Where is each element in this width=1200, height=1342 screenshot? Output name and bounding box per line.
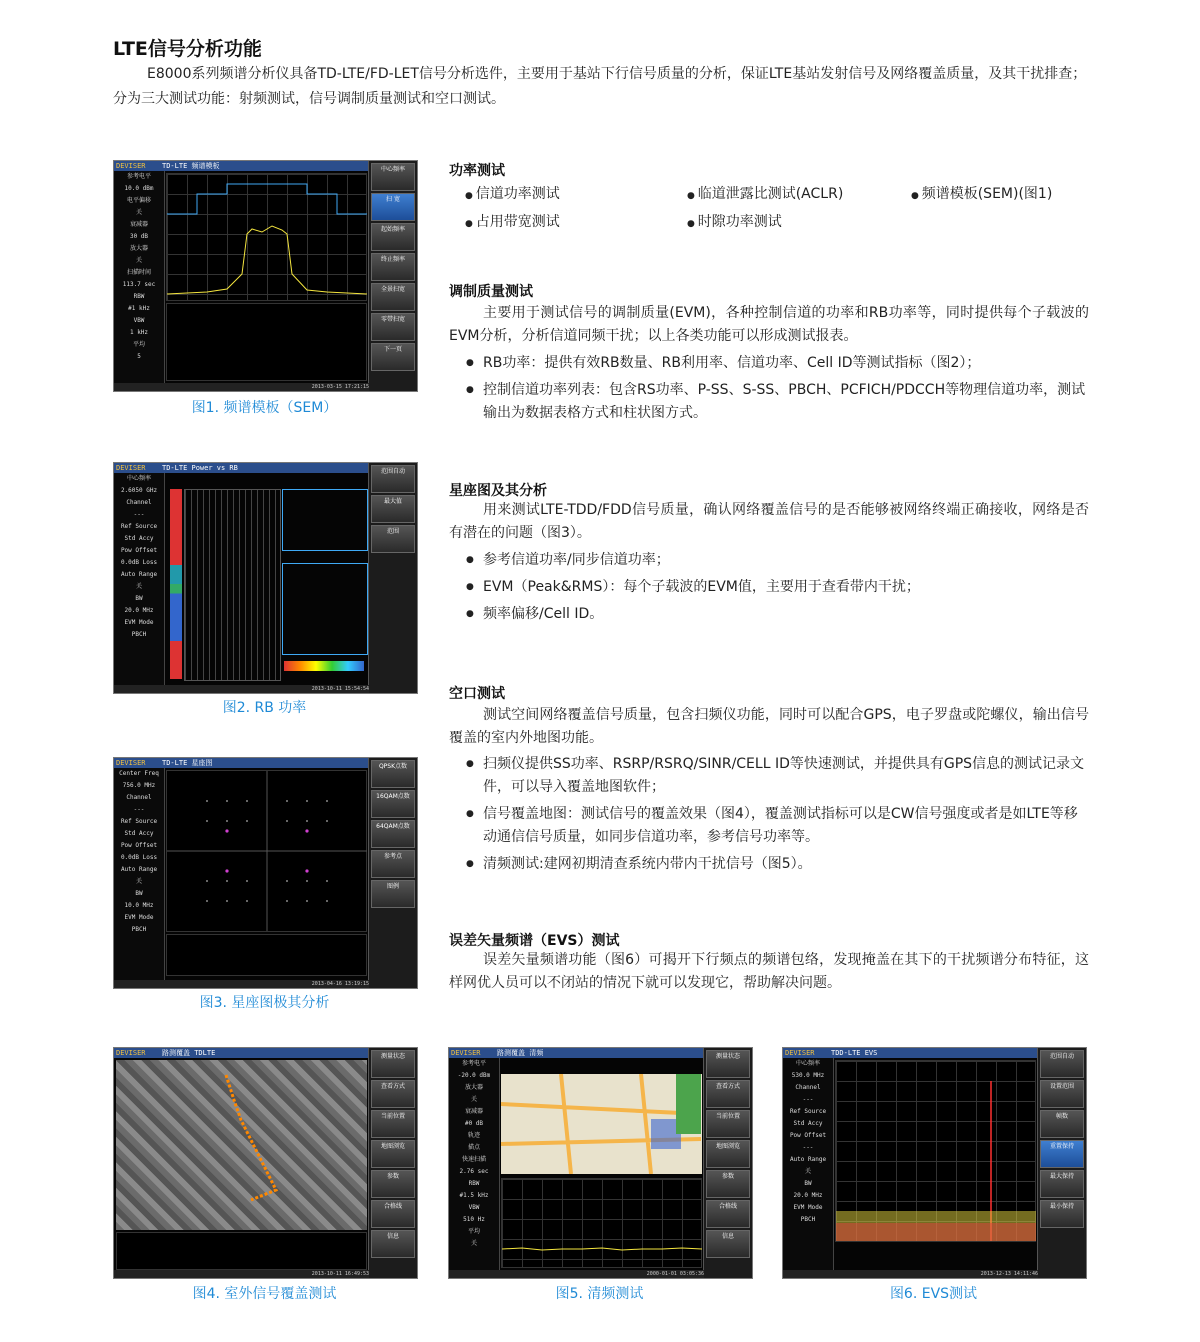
softkey-button[interactable]: 范围自动 (371, 465, 415, 493)
softkey-button[interactable]: 信息 (706, 1230, 750, 1258)
screen-param-label: VBW (133, 317, 145, 324)
softkey-button[interactable]: 设置范围 (1040, 1080, 1084, 1108)
softkey-button[interactable]: 最小保持 (1040, 1200, 1084, 1228)
softkey-button[interactable]: 16QAM点数 (371, 790, 415, 818)
screen-param-label: --- (802, 1144, 814, 1151)
sem-table (166, 303, 367, 381)
screen-param-label: 113.7 sec (122, 281, 156, 288)
softkey-button[interactable]: 测量状态 (371, 1050, 415, 1078)
subframe-table (282, 489, 368, 551)
evs-plot (835, 1060, 1036, 1242)
screen-param-label: 1 kHz (129, 329, 149, 336)
power-item: ● 占用带宽测试 (465, 208, 560, 238)
softkey-button[interactable]: 参数 (371, 1170, 415, 1198)
constellation-plot (166, 770, 367, 932)
screen-param-label: 衰减器 (129, 221, 148, 228)
softkey-button[interactable]: 合格线 (706, 1200, 750, 1228)
screen-param-label: BW (135, 595, 143, 602)
screen-status-time: 2013-10-11 15:54:54 (114, 685, 369, 693)
screen-left-panel (114, 171, 165, 383)
softkey-button[interactable]: 信息 (371, 1230, 415, 1258)
screen-param-label: 轨迹 (467, 1132, 480, 1139)
softkey-button[interactable]: 最大保持 (1040, 1170, 1084, 1198)
screen-tab: TD-LTE 频谱模板 (162, 162, 220, 170)
screen-param-label: 快速扫描 (461, 1156, 486, 1163)
screen-param-label: PBCH (131, 631, 147, 638)
screen-param-label: Ref Source (120, 523, 158, 530)
evs-paragraph: 误差矢量频谱功能（图6）可揭开下行频点的频谱包络，发现掩盖在其下的干扰频谱分布特征，这样网优人员可以不闭站的情况下就可以发现它，帮助解决问题。 (449, 952, 1089, 991)
list-item: ● 控制信道功率列表：包含RS功率、P-SS、S-SS、PBCH、PCFICH/PDCCH等物理信道功率，测试输出为数据表格方式和柱状图方式。 (449, 379, 1089, 425)
air-test-title: 空口测试 (449, 686, 505, 702)
screen-param-label: EVM Mode (124, 914, 154, 921)
screen-tab: TD-LTE 星座图 (162, 759, 213, 767)
screen-param-label: Std Accy (793, 1120, 823, 1127)
screen-param-label: 放大器 (464, 1084, 483, 1091)
list-item: ● 信号覆盖地图：测试信号的覆盖效果（图4），覆盖测试指标可以是CW信号强度或者是如LTE等移动通信信号质量，如同步信道功率，参考信号功率等。 (449, 803, 1089, 849)
power-test-title: 功率测试 (449, 163, 505, 179)
power-item: ● 临道泄露比测试(ACLR) (687, 180, 843, 210)
screen-tab: 路测覆盖 TDLTE (162, 1049, 216, 1057)
rb-grid (184, 489, 281, 681)
power-item: ● 信道功率测试 (465, 180, 560, 210)
softkey-button[interactable]: 范围 (371, 525, 415, 553)
screen-param-label: 衰减器 (464, 1108, 483, 1115)
softkey-button[interactable]: 帧数 (1040, 1110, 1084, 1138)
screen-param-label: PBCH (800, 1216, 816, 1223)
screen-param-label: Auto Range (120, 866, 158, 873)
screen-param-label: 中心频率 (126, 475, 151, 482)
figure-4-caption: 图4. 室外信号覆盖测试 (192, 1286, 337, 1302)
figure-constellation-screenshot: DEVISER TD-LTE 星座图 Center Freq 756.0 MHz Channel --- Ref Source Std Accy Pow Offset 0.0dB Loss Auto Range 关 BW 10.0 MHz EVM Mode PBCH QPSK点数 16QAM点数 64QAM点数 参考点 图例 2013-04-16 13:19:15 (113, 757, 418, 989)
softkey-button[interactable]: 测量状态 (706, 1050, 750, 1078)
screen-param-label: Pow Offset (789, 1132, 827, 1139)
softkey-button[interactable]: 范围自动 (1040, 1050, 1084, 1078)
list-item: ● 参考信道功率/同步信道功率； (449, 549, 1089, 572)
constellation-list (449, 549, 1089, 630)
softkey-button[interactable]: 中心频率 (371, 163, 415, 191)
softkey-button[interactable]: 当前位置 (706, 1110, 750, 1138)
list-item: ● EVM（Peak&RMS）：每个子载波的EVM值，主要用于查看带内干扰； (449, 576, 1089, 599)
screen-param-label: #1.5 kHz (459, 1192, 489, 1199)
power-item: ● 频谱模板(SEM)(图1) (911, 180, 1052, 210)
softkey-button[interactable]: 扫 宽 (371, 193, 415, 221)
screen-param-label: Ref Source (789, 1108, 827, 1115)
screen-param-label: 关 (804, 1168, 811, 1175)
air-list (449, 753, 1089, 880)
softkey-button[interactable]: 当前位置 (371, 1110, 415, 1138)
screen-param-label: 电平偏移 (126, 197, 151, 204)
softkey-button[interactable]: 最大值 (371, 495, 415, 523)
screen-param-label: 10.0 dBm (124, 185, 154, 192)
modulation-title: 调制质量测试 (449, 284, 533, 300)
screen-param-label: 5 (137, 353, 141, 360)
air-paragraph: 测试空间网络覆盖信号质量，包含扫频仪功能，同时可以配合GPS，电子罗盘或陀螺仪，输出信号覆盖的室内外地图功能。 (449, 707, 1089, 746)
softkey-button[interactable]: 查看方式 (371, 1080, 415, 1108)
screen-param-label: Pow Offset (120, 842, 158, 849)
screen-param-label: 参考电平 (461, 1060, 486, 1067)
screen-param-label: #0 dB (464, 1120, 484, 1127)
screen-tab: TDD-LTE EVS (831, 1049, 878, 1057)
softkey-button[interactable]: 参数 (706, 1170, 750, 1198)
softkey-button[interactable]: 全景扫宽 (371, 283, 415, 311)
screen-param-label: 0.0dB Loss (120, 854, 158, 861)
constellation-stats-table (166, 934, 367, 976)
spectrum-plot (501, 1178, 702, 1268)
modulation-paragraph: 主要用于测试信号的调制质量(EVM)，各种控制信道的功率和RB功率等，同时提供每个子载波的EVM分析，分析信道同频干扰；以上各类功能可以形成测试报表。 (449, 305, 1089, 344)
figure-sem-screenshot: DEVISER TD-LTE 频谱模板 参考电平 10.0 dBm 电平偏移 关 衰减器 30 dB 放大器 关 扫描时间 113.7 sec RBW #1 kHz VBW 1 kHz 平均 5 中心频率 扫 宽 起始频率 终止频率 全景扫宽 零带扫宽 下一页 2013-03-15 17:21:15 (113, 160, 418, 392)
screen-param-label: EVM Mode (124, 619, 154, 626)
screen-param-label: RBW (468, 1180, 480, 1187)
screen-param-label: 2.6050 GHz (120, 487, 158, 494)
constellation-title: 星座图及其分析 (449, 483, 547, 499)
softkey-button[interactable]: 64QAM点数 (371, 820, 415, 848)
screen-param-label: Channel (126, 794, 152, 801)
screen-param-label: EVM Mode (793, 1204, 823, 1211)
screen-softkeys (368, 161, 417, 391)
figure-6-caption: 图6. EVS测试 (889, 1286, 978, 1302)
modulation-list (449, 352, 1089, 429)
screen-param-label: 中心频率 (795, 1060, 820, 1067)
screen-param-label: Pow Offset (120, 547, 158, 554)
screen-param-label: 关 (470, 1240, 477, 1247)
screen-param-label: #1 kHz (128, 305, 150, 312)
street-map (501, 1074, 702, 1174)
softkey-button[interactable]: QPSK点数 (371, 760, 415, 788)
screen-param-label: 0.0dB Loss (120, 559, 158, 566)
screen-param-label: Auto Range (789, 1156, 827, 1163)
screen-param-label: 描点 (467, 1144, 480, 1151)
figure-outdoor-coverage-screenshot: DEVISER 路测覆盖 TDLTE 测量状态 查看方式 当前位置 地图浏览 参数 合格线 信息 2013-10-11 16:49:53 (113, 1047, 418, 1279)
screen-param-label: Channel (126, 499, 152, 506)
figure-rb-power-screenshot: DEVISER TD-LTE Power vs RB 中心频率 2.6050 GHz Channel --- Ref Source Std Accy Pow Offset 0.0dB Loss Auto Range 关 BW 20.0 MHz EVM Mode PBCH 范围自动 最大值 范围 2013-10-11 15:54:54 (113, 462, 418, 694)
screen-status-time: 2013-12-13 14:11:46 (783, 1270, 1038, 1278)
figure-clear-frequency-screenshot: DEVISER 路测覆盖 清频 参考电平 -20.0 dBm 放大器 关 衰减器 #0 dB 轨迹 描点 快速扫描 2.76 sec RBW #1.5 kHz VBW 510 Hz 平均 关 测量状态 查看方式 当前位置 地图浏览 参数 合格线 信息 2000-01-01 03:05:36 (448, 1047, 753, 1279)
screen-param-label: 关 (135, 257, 142, 264)
softkey-button[interactable]: 合格线 (371, 1200, 415, 1228)
softkey-button[interactable]: 地图浏览 (706, 1140, 750, 1168)
list-item: ● 清频测试:建网初期清查系统内带内干扰信号（图5）。 (449, 853, 1089, 876)
screen-param-label: 参考电平 (126, 173, 151, 180)
screen-param-label: 510 Hz (463, 1216, 485, 1223)
screen-param-label: 20.0 MHz (124, 607, 154, 614)
screen-status-time: 2013-04-16 13:19:15 (114, 980, 369, 988)
screen-param-label: 放大器 (129, 245, 148, 252)
list-item: ● 扫频仪提供SS功率、RSRP/RSRQ/SINR/CELL ID等快速测试，并提供具有GPS信息的测试记录文件，可以导入覆盖地图软件； (449, 753, 1089, 799)
screen-tab: 路测覆盖 清频 (497, 1049, 544, 1057)
screen-param-label: Std Accy (124, 830, 154, 837)
softkey-button[interactable]: 图例 (371, 880, 415, 908)
screen-param-label: Center Freq (119, 770, 159, 777)
screen-param-label: 扫描时间 (126, 269, 151, 276)
screen-param-label: 平均 (132, 341, 145, 348)
screen-param-label: PBCH (131, 926, 147, 933)
screen-status-time: 2000-01-01 03:05:36 (449, 1270, 704, 1278)
screen-param-label: Auto Range (120, 571, 158, 578)
screen-param-label: --- (133, 511, 145, 518)
screen-tab: TD-LTE Power vs RB (162, 464, 238, 472)
screen-param-label: BW (804, 1180, 812, 1187)
screen-param-label: 关 (135, 878, 142, 885)
screen-param-label: 530.0 MHz (791, 1072, 825, 1079)
figure-evs-screenshot: DEVISER TDD-LTE EVS 中心频率 530.0 MHz Channel --- Ref Source Std Accy Pow Offset --- Auto Range 关 BW 20.0 MHz EVM Mode PBCH 范围自动 设置范围 帧数 重置保持 最大保持 最小保持 2013-12-13 14:11:46 (782, 1047, 1087, 1279)
softkey-button[interactable]: 地图浏览 (371, 1140, 415, 1168)
power-item: ● 时隙功率测试 (687, 208, 782, 238)
screen-param-label: RBW (133, 293, 145, 300)
satellite-map (116, 1060, 367, 1230)
screen-param-label: Channel (795, 1084, 821, 1091)
sem-plot (166, 173, 367, 301)
list-item: ● 频率偏移/Cell ID。 (449, 603, 1089, 626)
intro-paragraph: E8000系列频谱分析仪具备TD-LTE/FD-LET信号分析选件，主要用于基站下行信号质量的分析，保证LTE基站发射信号及网络覆盖质量，及其干扰排查；分为三大测试功能：射频测试，信号调制质量测试和空口测试。 (113, 66, 1087, 107)
softkey-button[interactable]: 查看方式 (706, 1080, 750, 1108)
softkey-button[interactable]: 参考点 (371, 850, 415, 878)
screen-param-label: 关 (135, 209, 142, 216)
rb-bar (170, 489, 182, 679)
screen-param-label: VBW (468, 1204, 480, 1211)
evs-title: 误差矢量频谱（EVS）测试 (449, 933, 620, 949)
screen-param-label: --- (133, 806, 145, 813)
figure-1-caption: 图1. 频谱模板（SEM） (191, 400, 338, 416)
figure-5-caption: 图5. 清频测试 (555, 1286, 644, 1302)
screen-param-label: 756.0 MHz (122, 782, 156, 789)
softkey-button[interactable]: 起始频率 (371, 223, 415, 251)
screen-status-time: 2013-03-15 17:21:15 (114, 383, 369, 391)
screen-param-label: 关 (135, 583, 142, 590)
screen-param-label: 10.0 MHz (124, 902, 154, 909)
softkey-button[interactable]: 终止频率 (371, 253, 415, 281)
color-scale (284, 661, 364, 671)
softkey-button[interactable]: 零带扫宽 (371, 313, 415, 341)
screen-param-label: 20.0 MHz (793, 1192, 823, 1199)
screen-param-label: --- (802, 1096, 814, 1103)
page-title: LTE信号分析功能 (113, 38, 262, 60)
coverage-table (116, 1232, 367, 1270)
figure-2-caption: 图2. RB 功率 (222, 700, 307, 716)
figure-3-caption: 图3. 星座图极其分析 (199, 995, 330, 1011)
screen-param-label: Ref Source (120, 818, 158, 825)
constellation-paragraph: 用来测试LTE-TDD/FDD信号质量，确认网络覆盖信号的是否能够被网络终端正确接收，网络是否有潜在的问题（图3）。 (449, 502, 1089, 541)
screen-param-label: 30 dB (129, 233, 149, 240)
screen-param-label: 2.76 sec (459, 1168, 489, 1175)
screen-param-label: 平均 (467, 1228, 480, 1235)
screen-param-label: -20.0 dBm (457, 1072, 491, 1079)
screen-param-label: BW (135, 890, 143, 897)
rb-markers-table (282, 563, 368, 655)
screen-param-label: Std Accy (124, 535, 154, 542)
softkey-button[interactable]: 下一页 (371, 343, 415, 371)
screen-param-label: 关 (470, 1096, 477, 1103)
screen-status-time: 2013-10-11 16:49:53 (114, 1270, 369, 1278)
softkey-button[interactable]: 重置保持 (1040, 1140, 1084, 1168)
list-item: ● RB功率：提供有效RB数量、RB利用率、信道功率、Cell ID等测试指标（图2）； (449, 352, 1089, 375)
